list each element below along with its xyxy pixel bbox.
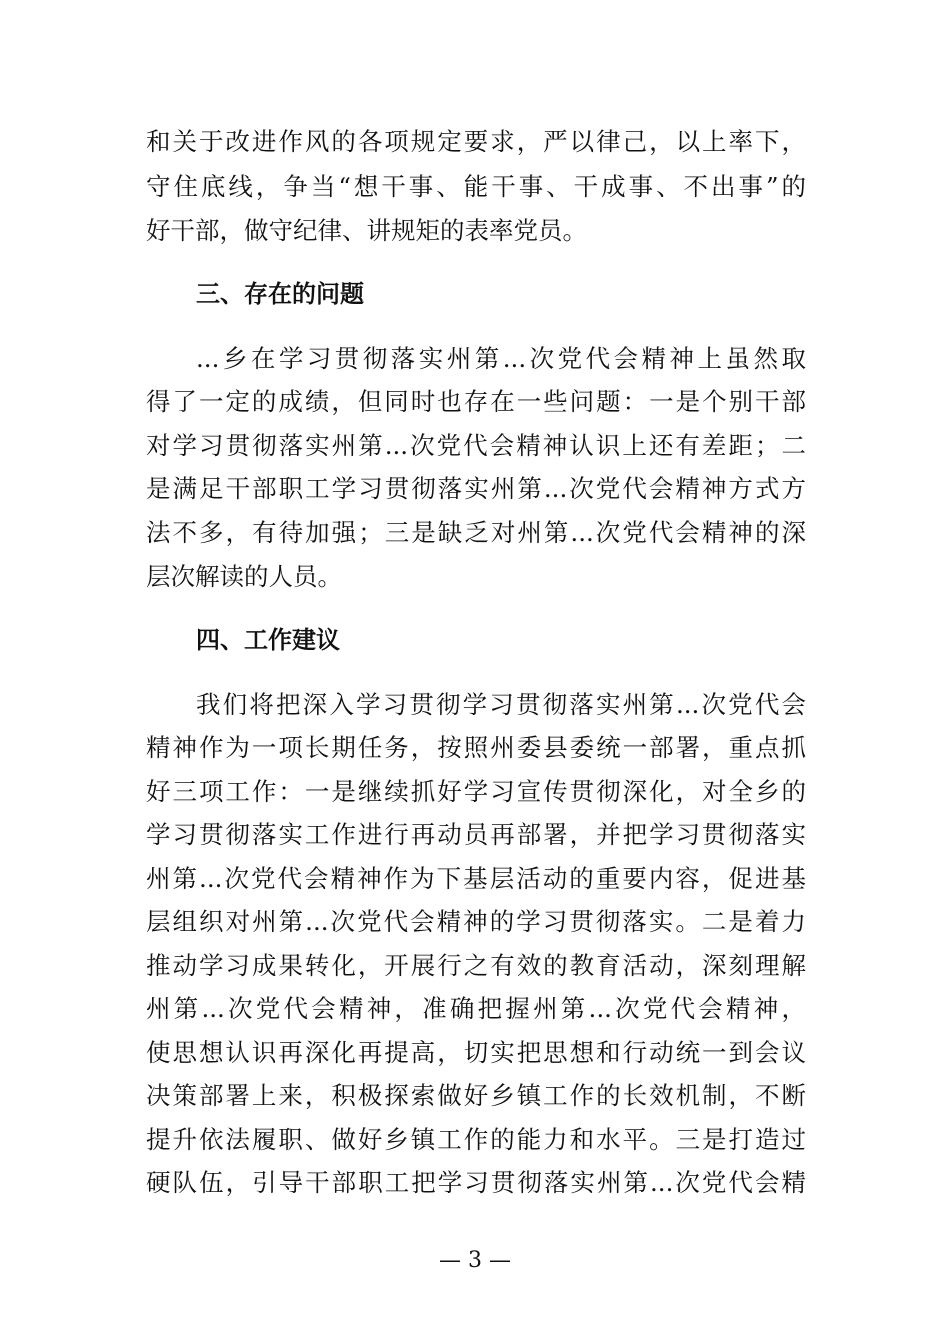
paragraph-line: 是满足干部职工学习贯彻落实州第...次党代会精神方式方: [146, 474, 806, 503]
paragraph-line: 层次解读的人员。: [146, 562, 342, 591]
paragraph-line: 精神作为一项长期任务，按照州委县委统一部署，重点抓: [146, 733, 806, 762]
paragraph-line: 硬队伍，引导干部职工把学习贯彻落实州第...次党代会精: [146, 1168, 806, 1197]
paragraph-line: 州第...次党代会精神，准确把握州第...次党代会精神，: [146, 994, 806, 1023]
paragraph-line: 和关于改进作风的各项规定要求，严以律己，以上率下，: [146, 127, 806, 156]
paragraph-line: 推动学习成果转化，开展行之有效的教育活动，深刻理解: [146, 951, 806, 980]
paragraph-line: 学习贯彻落实工作进行再动员再部署，并把学习贯彻落实: [146, 820, 806, 849]
paragraph-line: ...乡在学习贯彻落实州第...次党代会精神上虽然取: [196, 344, 806, 373]
paragraph-line: 好干部，做守纪律、讲规矩的表率党员。: [146, 216, 587, 245]
paragraph-line: 我们将把深入学习贯彻学习贯彻落实州第...次党代会: [196, 690, 806, 719]
paragraph-line: 对学习贯彻落实州第...次党代会精神认识上还有差距；二: [146, 431, 806, 460]
section-heading: 三、存在的问题: [196, 280, 364, 308]
section-heading: 四、工作建议: [196, 626, 340, 654]
paragraph-line: 使思想认识再深化再提高，切实把思想和行动统一到会议: [146, 1038, 806, 1067]
paragraph-line: 决策部署上来，积极探索做好乡镇工作的长效机制，不断: [146, 1081, 806, 1110]
paragraph-line: 守住底线，争当“想干事、能干事、干成事、不出事”的: [146, 172, 806, 201]
paragraph-line: 得了一定的成绩，但同时也存在一些问题：一是个别干部: [146, 387, 806, 416]
page-number: — 3 —: [439, 1248, 511, 1273]
paragraph-line: 州第...次党代会精神作为下基层活动的重要内容，促进基: [146, 864, 806, 893]
paragraph-line: 层组织对州第...次党代会精神的学习贯彻落实。二是着力: [146, 907, 806, 936]
paragraph-line: 提升依法履职、做好乡镇工作的能力和水平。三是打造过: [146, 1125, 806, 1154]
paragraph-line: 好三项工作：一是继续抓好学习宣传贯彻深化，对全乡的: [146, 777, 806, 806]
paragraph-line: 法不多，有待加强；三是缺乏对州第...次党代会精神的深: [146, 518, 806, 547]
